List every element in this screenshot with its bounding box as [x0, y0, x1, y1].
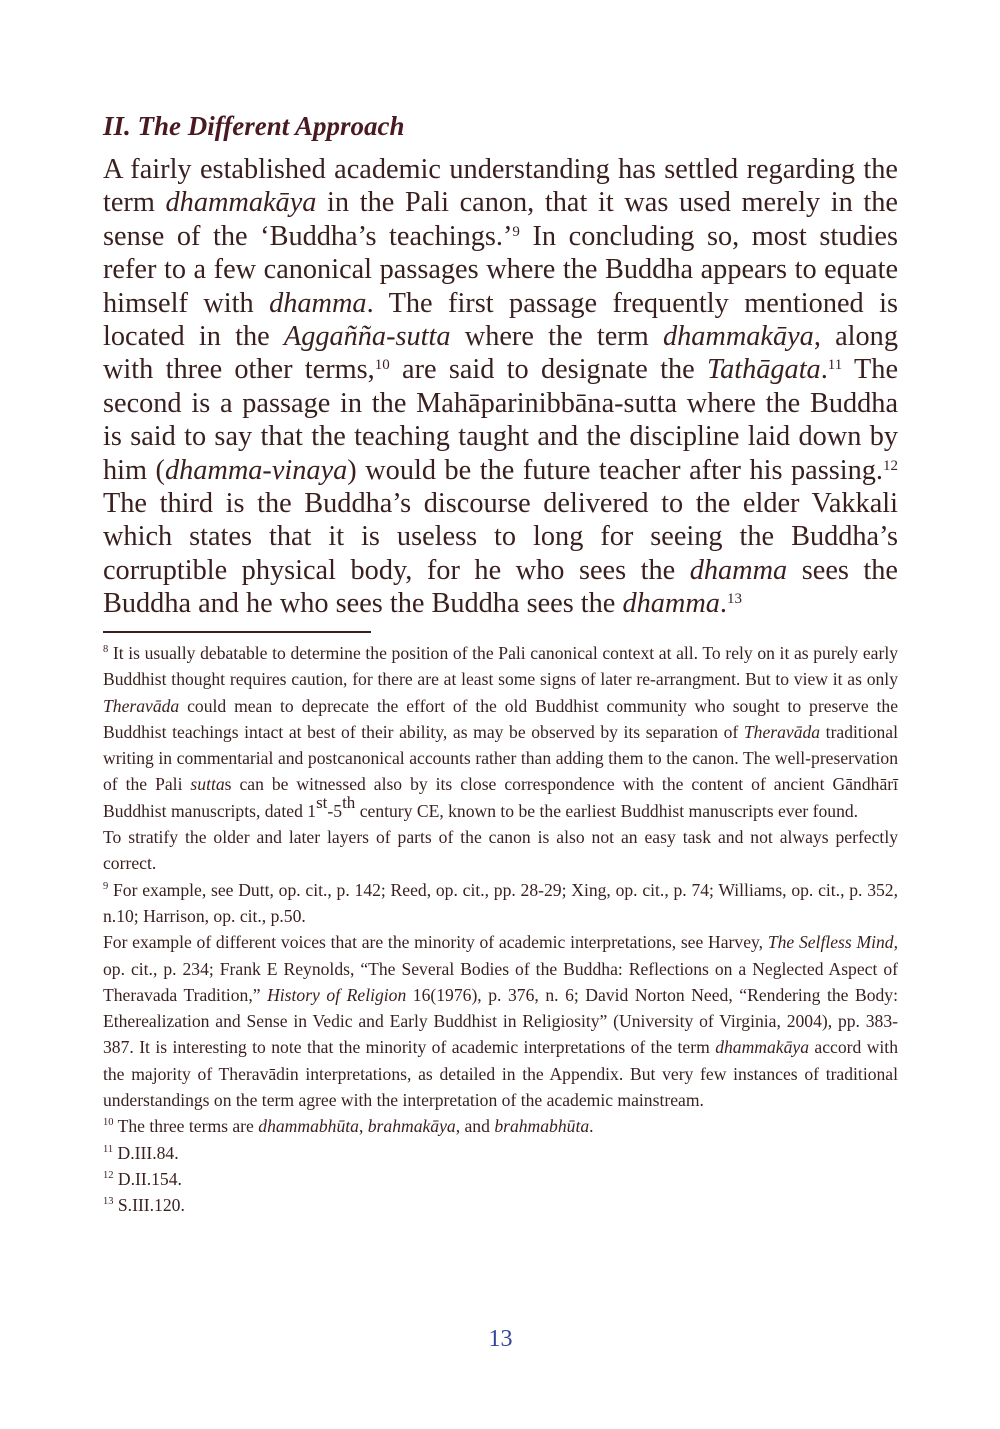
body-italic: dhamma — [269, 287, 367, 319]
footnote-number: 11 — [103, 1143, 114, 1155]
body-italic: Aggañña-sutta — [283, 321, 451, 353]
body-italic: dhamma-vinaya — [164, 454, 348, 486]
body-text: , along with three other terms, — [103, 321, 898, 386]
body-text: In concluding so, most studies refer to a few canonical passages where the Buddha appears to equate himself with — [103, 220, 898, 319]
footnote-italic: Theravāda — [103, 695, 180, 716]
body-italic: dhammakāya — [662, 321, 814, 353]
footnote-text: For example of different voices that are the minority of academic interpretations, see Harvey, — [103, 932, 768, 953]
footnote-ref-10[interactable]: 10 — [374, 357, 390, 374]
footnote-text: D.II.154. — [113, 1168, 182, 1189]
body-text: . — [820, 354, 828, 386]
footnote-italic: The Selfless Mind, — [767, 932, 898, 953]
footnote-separator — [103, 631, 371, 633]
footnote-italic: sutta — [190, 774, 225, 795]
body-text: A fairly established academic understanding has settled regarding the term — [103, 154, 898, 219]
footnote-text: 16(1976), p. 376, n. 6; David Norton Need, “Rendering the Body: Etherealization and Sense in Vedic and Early Buddhist in Religiosity” (University of Virginia, 2004), pp. 383-387. It is interesting to note that the minority of academic interpretations of the term — [103, 984, 898, 1058]
body-text: where the term — [450, 321, 663, 353]
footnote-text: could mean to deprecate the effort of the old Buddhist community who sought to preserve the Buddhist teachings intact at best of their ability, as may be observed by its separation of — [103, 695, 898, 742]
footnote-text: century CE, known to be the earliest Buddhist manuscripts ever found. — [355, 800, 859, 821]
footnote-ref-9[interactable]: 9 — [512, 223, 520, 240]
footnote-text: accord with the majority of Theravādin interpretations, as detailed in the Appendix. But very few instances of traditional understandings on the term agree with the interpretation of the academic mainstream. — [103, 1037, 898, 1111]
footnote-10 — [103, 1113, 898, 1139]
page — [103, 0, 898, 1429]
footnote-italic: dhammakāya — [715, 1037, 810, 1058]
footnote-number: 10 — [103, 1117, 114, 1129]
footnote-text: For example, see Dutt, op. cit., p. 142; Reed, op. cit., pp. 28-29; Xing, op. cit., p. 74; Williams, op. cit., p. 352, n.10; Harrison, op. cit., p.50. — [103, 879, 898, 926]
footnote-9 — [103, 877, 898, 930]
body-text: are said to designate the — [389, 354, 707, 386]
footnote-text: The three terms are — [113, 1116, 259, 1137]
footnotes — [103, 640, 898, 1219]
footnote-number: 13 — [103, 1196, 114, 1208]
body-paragraph — [103, 153, 898, 621]
body-italic: dhamma — [622, 588, 720, 620]
body-text: sees the Buddha and he who sees the Buddha sees the — [103, 554, 898, 620]
body-text: . The first passage frequently mentioned is located in the — [103, 287, 898, 353]
footnote-text: D.III.84. — [113, 1142, 179, 1163]
footnote-text: It is usually debatable to determine the position of the Pali canonical context at all. To rely on it as purely early Buddhist thought requires caution, for there are at least some signs of later re-arrangment. But to view it as only — [103, 643, 898, 690]
footnote-text: -5 — [327, 800, 343, 821]
footnote-text: S.III.120. — [113, 1195, 185, 1216]
footnote-12 — [103, 1166, 898, 1192]
footnote-11 — [103, 1140, 898, 1166]
footnote-italic: brahmakāya — [367, 1116, 456, 1137]
footnote-number: 8 — [103, 644, 109, 656]
page-number: 13 — [488, 1326, 513, 1352]
footnote-italic: Theravāda — [743, 721, 821, 742]
ordinal-suffix: th — [342, 792, 356, 812]
footnote-ref-11[interactable]: 11 — [827, 357, 843, 374]
section-heading: II. The Different Approach — [103, 111, 405, 141]
footnote-italic: dhammabhūta — [258, 1116, 359, 1137]
footnote-text: s can be witnessed also by its close correspondence with the content of ancient Gāndhārī Buddhist manuscripts, dated 1 — [103, 774, 898, 821]
footnote-13 — [103, 1192, 898, 1218]
footnote-text: traditional writing in commentarial and postcanonical accounts rather than adding them to the canon. The well-preservation of the Pali — [103, 721, 898, 795]
body-text: . — [719, 588, 727, 620]
footnote-ref-13[interactable]: 13 — [727, 591, 742, 608]
body-italic: dhamma — [689, 554, 788, 586]
footnote-8-continued: To stratify the older and later layers of parts of the canon is also not an easy task and not always perfectly correct. — [103, 827, 898, 874]
body-text: in the Pali canon, that it was used merely in the sense of the ‘Buddha’s teachings.’ — [103, 187, 898, 252]
ordinal-suffix: st — [316, 792, 328, 812]
footnote-number: 12 — [103, 1170, 114, 1182]
footnote-9-continued — [103, 929, 898, 1113]
footnote-number: 9 — [103, 880, 109, 892]
body-italic: dhammakāya — [165, 187, 317, 219]
body-italic: Tathāgata — [706, 354, 821, 386]
body-text: The third is the Buddha’s discourse delivered to the elder Vakkali which states that it is useless to long for seeing the Buddha’s corruptible physical body, for he who sees the — [103, 488, 898, 586]
body-text: ) would be the future teacher after his passing. — [347, 454, 883, 486]
footnote-ref-12[interactable]: 12 — [882, 457, 898, 474]
footnote-text: . — [589, 1116, 594, 1137]
footnote-text: op. cit., p. 234; Frank E Reynolds, “The Several Bodies of the Buddha: Reflections on a Neglected Aspect of Theravada Tradition,” — [103, 958, 898, 1005]
footnote-italic: History of Religion — [267, 984, 407, 1005]
body-text: The second is a passage in the Mahāparinibbāna-sutta where the Buddha is said to say that the teaching taught and the discipline laid down by him ( — [103, 354, 899, 486]
footnote-text: , and — [455, 1116, 495, 1137]
footnote-text: , — [358, 1116, 368, 1137]
footnote-8 — [103, 640, 898, 824]
footnote-italic: brahmabhūta — [494, 1116, 590, 1137]
